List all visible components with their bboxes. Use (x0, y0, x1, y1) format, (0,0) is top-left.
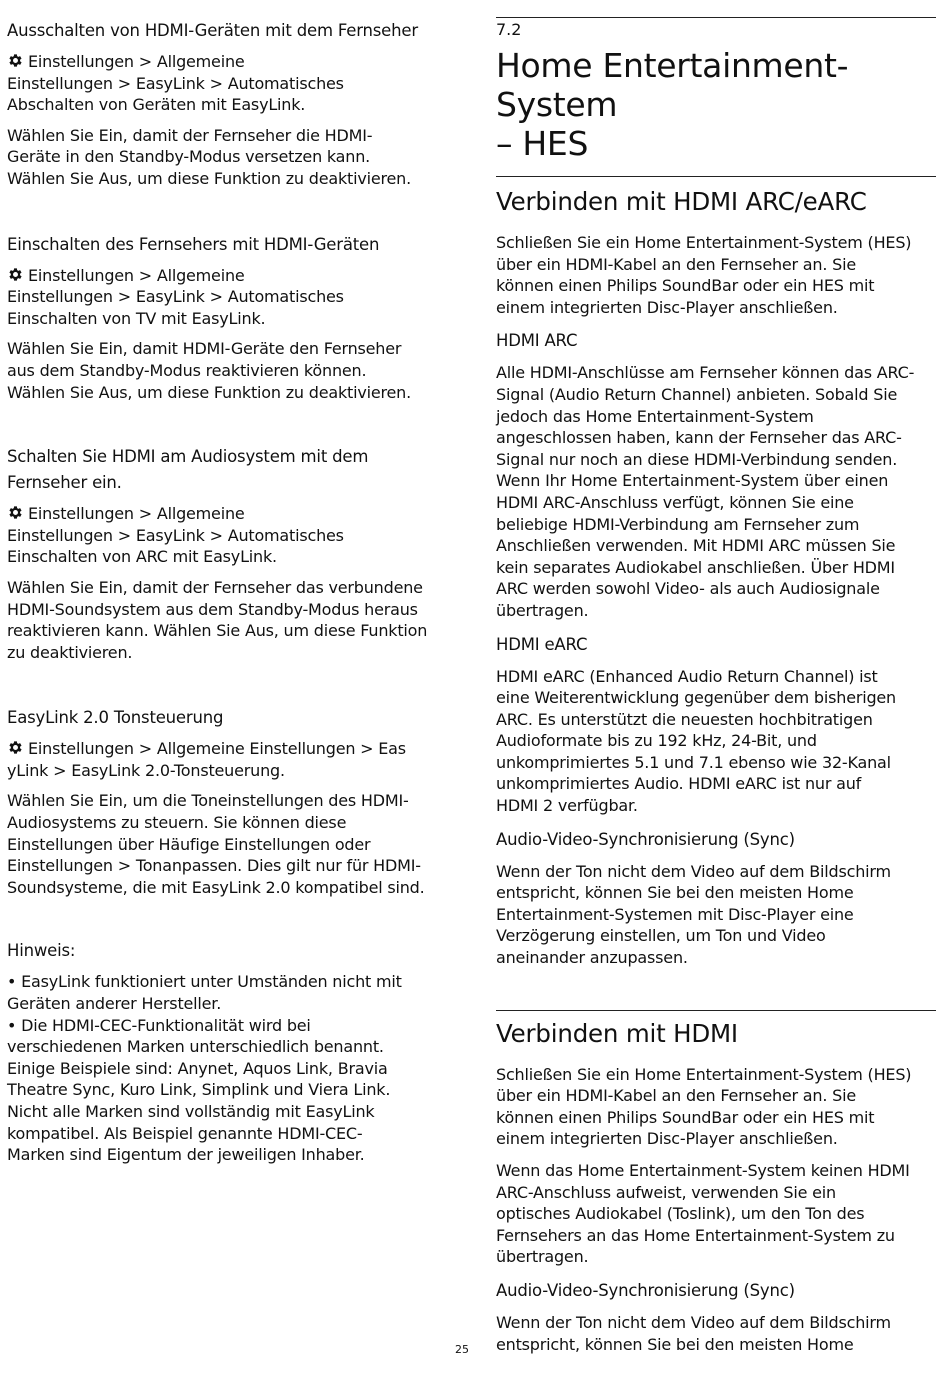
settings-path: Einstellungen > Allgemeine Einstellungen > Eas yLink > EasyLink 2.0-Tonsteuerung. (7, 739, 406, 780)
note-text: • EasyLink funktioniert unter Umständen nicht mit Geräten anderer Hersteller. • Die HDMI-CEC-Funktionalität wird bei verschiedenen Marken unterschiedlich benannt. Einige Beispiele sind: Anynet, Aquos Link, Bravia Theatre Sync, Kuro Link, Simplink und Viera Link. Nicht alle Marken sind vollständig mit EasyLink kompatibel. Als Beispiel genannte HDMI-CEC- Marken sind Eigentum der jeweiligen Inhaber. (7, 972, 402, 1165)
right-column (496, 17, 936, 1355)
body-text: Schließen Sie ein Home Entertainment-System (HES) über ein HDMI-Kabel an den Fernseher an. Sie können einen Philips SoundBar oder ein HES mit einem integrierten Disc-Player anschließen. (496, 1064, 912, 1149)
subsection-title: HDMI ARC (496, 331, 578, 351)
settings-path: Einstellungen > Allgemeine Einstellungen > EasyLink > Automatisches Einschalten von TV mit EasyLink. (7, 265, 344, 328)
section-heading: Verbinden mit HDMI (496, 1018, 738, 1048)
gear-icon (7, 504, 24, 521)
body-text: Wählen Sie Ein, damit der Fernseher die HDMI- Geräte in den Standby-Modus versetzen kann. Wählen Sie Aus, um diese Funktion zu deaktivieren. (7, 125, 411, 188)
body-text: Wenn der Ton nicht dem Video auf dem Bildschirm entspricht, können Sie bei den meisten Home (496, 1312, 891, 1354)
section-divider (496, 1010, 936, 1011)
section-title: Einschalten des Fernsehers mit HDMI-Geräten (7, 234, 380, 254)
settings-path: Einstellungen > Allgemeine Einstellungen > EasyLink > Automatisches Einschalten von ARC mit EasyLink. (7, 504, 344, 567)
body-text: Wählen Sie Ein, damit der Fernseher das verbundene HDMI-Soundsystem aus dem Standby-Modus heraus reaktivieren kann. Wählen Sie Aus, um diese Funktion zu deaktivieren. (7, 577, 428, 662)
page-number: 25 (455, 1343, 469, 1356)
section-title: Schalten Sie HDMI am Audiosystem mit dem Fernseher ein. (7, 447, 369, 493)
body-text: HDMI eARC (Enhanced Audio Return Channel) ist eine Weiterentwicklung gegenüber dem bisherigen ARC. Es unterstützt die neuesten hochbitratigen Audioformate bis zu 192 kHz, 24-Bit, und unkomprimiertes 5.1 und 7.1 ebenso wie 32-Kanal unkomprimiertes Audio. HDMI eARC ist nur auf HDMI 2 verfügbar. (496, 666, 896, 816)
settings-path: Einstellungen > Allgemeine Einstellungen > EasyLink > Automatisches Abschalten von Geräten mit EasyLink. (7, 52, 344, 115)
subsection-title: Audio-Video-Synchronisierung (Sync) (496, 1280, 795, 1300)
chapter-title: Home Entertainment-System – HES (496, 46, 849, 163)
chapter-number: 7.2 (496, 20, 522, 39)
body-text: Alle HDMI-Anschlüsse am Fernseher können das ARC- Signal (Audio Return Channel) anbieten. Sobald Sie jedoch das Home Entertainment-System angeschlossen haben, kann der Fernseher das ARC- Signal nur noch an diese HDMI-Verbindung senden. Wenn Ihr Home Entertainment-System über einen HDMI ARC-Anschluss verfügt, können Sie eine beliebige HDMI-Verbindung am Fernseher zum Anschließen verwenden. Mit HDMI ARC müssen Sie kein separates Audiokabel anschließen. Über HDMI ARC werden sowohl Video- als auch Audiosignale übertragen. (496, 363, 915, 620)
subsection-title: Audio-Video-Synchronisierung (Sync) (496, 829, 795, 849)
body-text: Wenn der Ton nicht dem Video auf dem Bildschirm entspricht, können Sie bei den meisten Home Entertainment-Systemen mit Disc-Player eine Verzögerung einstellen, um Ton und Video aneinander anzupassen. (496, 861, 891, 968)
section-title: EasyLink 2.0 Tonsteuerung (7, 708, 224, 728)
body-text: Wählen Sie Ein, damit HDMI-Geräte den Fernseher aus dem Standby-Modus reaktivieren können. Wählen Sie Aus, um diese Funktion zu deaktivieren. (7, 339, 411, 402)
left-column (7, 20, 462, 1166)
body-text: Schließen Sie ein Home Entertainment-System (HES) über ein HDMI-Kabel an den Fernseher an. Sie können einen Philips SoundBar oder ein HES mit einem integrierten Disc-Player anschließen. (496, 233, 912, 317)
gear-icon (7, 52, 24, 69)
section-divider (496, 176, 936, 177)
chapter-divider (496, 17, 936, 18)
note-title: Hinweis: (7, 941, 76, 961)
subsection-title: HDMI eARC (496, 634, 588, 654)
section-heading: Verbinden mit HDMI ARC/eARC (496, 187, 867, 216)
gear-icon (7, 266, 24, 283)
body-text: Wählen Sie Ein, um die Toneinstellungen des HDMI- Audiosystems zu steuern. Sie können diese Einstellungen über Häufige Einstellungen oder Einstellungen > Tonanpassen. Dies gilt nur für HDMI- Soundsysteme, die mit EasyLink 2.0 kompatibel sind. (7, 791, 425, 897)
body-text: Wenn das Home Entertainment-System keinen HDMI ARC-Anschluss aufweist, verwenden Sie ein optisches Audiokabel (Toslink), um den Ton des Fernsehers an das Home Entertainment-System zu übertragen. (496, 1161, 910, 1267)
gear-icon (7, 739, 24, 756)
section-title: Ausschalten von HDMI-Geräten mit dem Fernseher (7, 21, 418, 40)
